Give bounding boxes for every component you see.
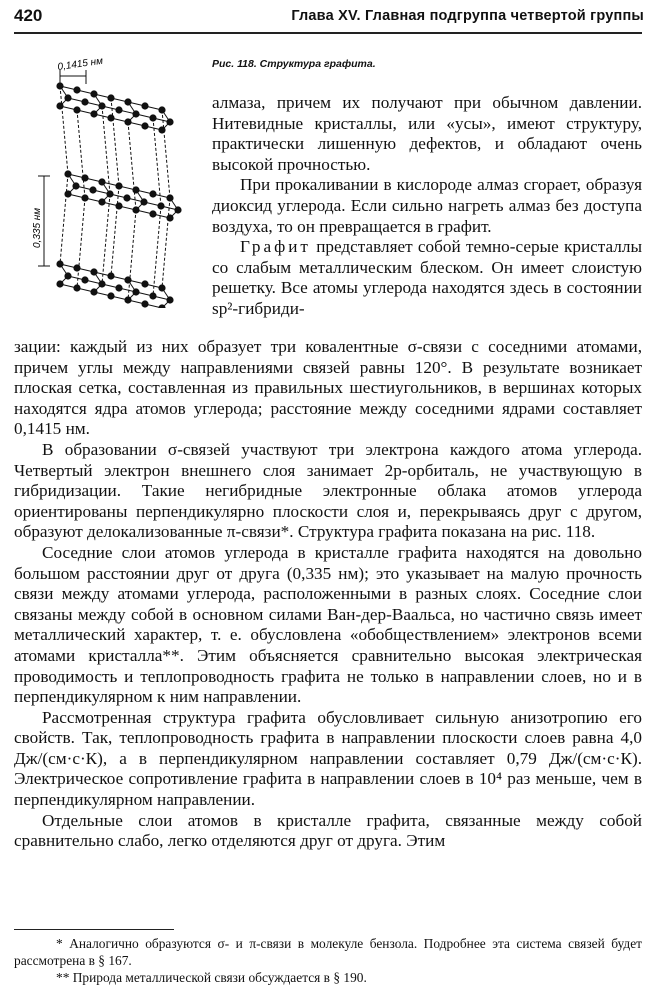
carbon-atom <box>90 288 97 295</box>
carbon-atom <box>115 284 122 291</box>
carbon-atom <box>166 296 173 303</box>
carbon-atom <box>158 126 165 133</box>
carbon-atom <box>157 202 164 209</box>
carbon-atom <box>115 202 122 209</box>
carbon-atom <box>124 118 131 125</box>
carbon-atom <box>107 114 114 121</box>
paragraph: В образовании σ-связей участвуют три электрона каждого атома углерода. Четвертый электрон внешнего слоя занимает 2p-орбиталь, не участвующую в гибридизации. Такие негибридные электронные облака атомов углерода ориентированы перпендикулярно плоскости слоя и, перекрываясь друг с другом, образуют делокализованные π-связи*. Структура графита показана на рис. 118. <box>14 439 642 542</box>
carbon-atom <box>64 272 71 279</box>
carbon-atom <box>166 214 173 221</box>
carbon-atom <box>81 98 88 105</box>
carbon-atom <box>90 90 97 97</box>
carbon-atom <box>132 186 139 193</box>
carbon-atom <box>132 206 139 213</box>
carbon-atom <box>56 280 63 287</box>
figure-label-interlayer: 0,335 нм <box>32 207 43 248</box>
carbon-atom <box>56 260 63 267</box>
page-number: 420 <box>14 6 43 25</box>
page-header <box>14 6 644 32</box>
carbon-atom <box>132 288 139 295</box>
carbon-atom <box>107 292 114 299</box>
carbon-atom <box>149 210 156 217</box>
carbon-atom <box>149 114 156 121</box>
carbon-atom <box>124 98 131 105</box>
carbon-atom <box>149 292 156 299</box>
carbon-atom <box>90 110 97 117</box>
carbon-atom <box>73 106 80 113</box>
carbon-atom <box>123 194 130 201</box>
graphite-lattice-drawing <box>30 58 200 308</box>
wrapped-text-block <box>212 93 642 320</box>
carbon-atom <box>115 182 122 189</box>
paragraph: При прокаливании в кислороде алмаз сгорает, образуя диоксид углерода. Если сильно нагреть алмаз без доступа воздуха, то он превращается в графит. <box>212 175 642 236</box>
carbon-atom <box>64 170 71 177</box>
carbon-atom <box>174 206 181 213</box>
carbon-atom <box>98 280 105 287</box>
footnote-rule <box>14 929 174 930</box>
paragraph: Соседние слои атомов углерода в кристалле графита находятся на довольно большом расстоянии друг от друга (0,335 нм); это указывает на малую прочность связи между атомами углерода, расположенными в разных слоях. Соседние слои связаны между собой в основном силами Ван-дер-Ваальса, но частично связь имеет металлический характер, т. е. обусловлена «обобществлением» электронов всеми атомами кристалла**. Этим объясняется сравнительно высокая электрическая проводимость и теплопроводность графита не только в направлении слоев, но и в перпендикулярном к ним направлении. <box>14 542 642 707</box>
interlayer-line <box>77 198 85 288</box>
carbon-atom <box>107 272 114 279</box>
footnotes <box>14 935 642 986</box>
carbon-atom <box>158 106 165 113</box>
carbon-atom <box>141 280 148 287</box>
footnote: * Аналогично образуются σ- и π-связи в молекуле бензола. Подробнее эта система связей будет рассмотрена в § 167. <box>14 936 642 968</box>
paragraph: Рассмотренная структура графита обусловливает сильную анизотропию его свойств. Так, теплопроводность графита в направлении плоскости слоев равна 4,0 Дж/(см·с·К), а в перпендикулярном направлении составляет 0,79 Дж/(см·с·К). Электрическое сопротивление графита в направлении слоев в 10⁴ раз меньше, чем в перпендикулярном направлении. <box>14 707 642 810</box>
carbon-atom <box>98 198 105 205</box>
carbon-atom <box>73 264 80 271</box>
carbon-atom <box>89 186 96 193</box>
figure-label-bond-length: 0,1415 нм <box>56 58 104 73</box>
carbon-atom <box>56 102 63 109</box>
carbon-atom <box>98 178 105 185</box>
carbon-atom <box>149 190 156 197</box>
interlayer-line <box>162 198 170 288</box>
paragraph: зации: каждый из них образует три ковалентные σ-связи с соседними атомами, причем углы между направлениями связей равны 120°. В результате возникает плоская сетка, составленная из правильных шестиугольников, в вершинах которых находятся ядра атомов углерода; расстояние между соседними ядрами составляет 0,1415 нм. <box>14 337 642 439</box>
header-rule <box>14 32 642 34</box>
carbon-atom <box>81 276 88 283</box>
figure-caption: Рис. 118. Структура графита. <box>212 58 376 70</box>
carbon-atom <box>141 300 148 307</box>
carbon-atom <box>81 174 88 181</box>
carbon-atom <box>132 110 139 117</box>
carbon-atom <box>73 284 80 291</box>
main-text-block <box>14 337 642 852</box>
interlayer-line <box>111 186 119 276</box>
running-head: Глава XV. Главная подгруппа четвертой группы <box>291 8 644 24</box>
carbon-atom <box>64 190 71 197</box>
paragraph <box>212 237 642 319</box>
paragraph: Отдельные слои атомов в кристалле графита, связанные между собой сравнительно слабо, легко отделяются друг от друга. Этим <box>14 810 642 851</box>
graphite-structure-figure <box>30 58 200 308</box>
carbon-atom <box>124 296 131 303</box>
carbon-atom <box>115 106 122 113</box>
carbon-atom <box>140 198 147 205</box>
carbon-atom <box>107 94 114 101</box>
carbon-atom <box>72 182 79 189</box>
interlayer-line <box>102 194 110 284</box>
interlayer-line <box>153 206 161 296</box>
carbon-atom <box>90 268 97 275</box>
carbon-atom <box>141 102 148 109</box>
carbon-atom <box>158 284 165 291</box>
emphasized-term: Графит <box>240 237 311 257</box>
carbon-atom <box>124 276 131 283</box>
carbon-atom <box>73 86 80 93</box>
footnote: ** Природа металлической связи обсуждается в § 190. <box>56 970 367 985</box>
carbon-atom <box>141 122 148 129</box>
paragraph-text: представляет собой темно-серые кристаллы со слабым металлическим блеском. Он имеет слоистую решетку. Все атомы углерода находятся здесь в состоянии sp²-гибриди- <box>212 237 642 318</box>
carbon-atom <box>166 194 173 201</box>
interlayer-line <box>60 174 68 264</box>
carbon-atom <box>166 118 173 125</box>
paragraph: алмаза, причем их получают при обычном давлении. Нитевидные кристаллы, или «усы», имеют структуру, практически лишенную дефектов, и обладают очень высокой прочностью. <box>212 93 642 174</box>
carbon-atom <box>98 102 105 109</box>
carbon-atom <box>81 194 88 201</box>
carbon-atom <box>106 190 113 197</box>
carbon-atom <box>64 94 71 101</box>
